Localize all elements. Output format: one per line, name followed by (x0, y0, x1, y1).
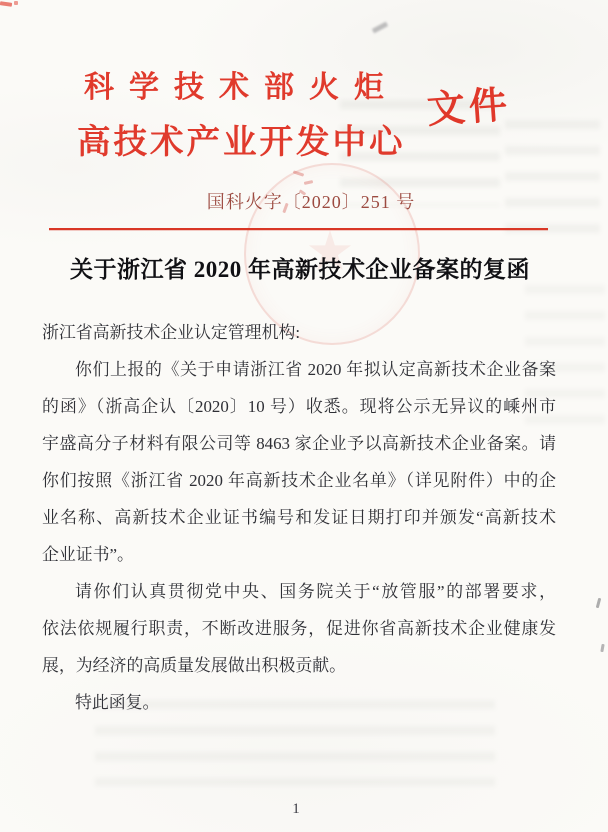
scan-edge-tick (596, 598, 601, 608)
scan-corner-red-mark (0, 1, 12, 7)
document-body (42, 314, 556, 721)
issuer-name-line2: 高技术产业开发中心 (77, 124, 406, 161)
seal-text-trace (304, 180, 313, 185)
body-line: 特此函复。 (74, 693, 160, 712)
body-line: 的函》（浙高企认〔2020〕10 号）收悉。现将公示无异议的嵊州市 (42, 397, 556, 416)
document-title: 关于浙江省 2020 年高新技术企业备案的复函 (70, 257, 530, 282)
body-line: 企业证书”。 (42, 545, 134, 564)
scan-edge-tick (600, 644, 604, 652)
body-line: 依法依规履行职责，不断改进服务，促进你省高新技术企业健康发 (42, 619, 556, 638)
body-line: 你们上报的《关于申请浙江省 2020 年拟认定高新技术企业备案 (74, 360, 556, 379)
scan-corner-red-dot (14, 1, 18, 5)
body-line: 业名称、高新技术企业证书编号和发证日期打印并颁发“高新技术 (42, 508, 556, 527)
doc-type-label: 文件 (425, 84, 513, 132)
body-line: 展，为经济的高质量发展做出积极贡献。 (42, 656, 347, 675)
seal-text-trace (293, 170, 304, 176)
scan-smudge-mark (372, 22, 388, 34)
body-line: 请你们认真贯彻党中央、国务院关于“放管服”的部署要求， (74, 582, 556, 601)
salutation: 浙江省高新技术企业认定管理机构: (42, 323, 301, 342)
red-separator-line (49, 228, 548, 230)
body-line: 宇盛高分子材料有限公司等 8463 家企业予以高新技术企业备案。请 (42, 434, 556, 453)
body-line: 你们按照《浙江省 2020 年高新技术企业名单》（详见附件）中的企 (42, 471, 556, 490)
doc-number: 国科火字〔2020〕251 号 (206, 192, 416, 212)
bleedthrough-artifact (505, 120, 600, 238)
issuer-name-line1: 科学技术部火炬 (84, 71, 399, 104)
page-number: 1 (292, 801, 300, 817)
